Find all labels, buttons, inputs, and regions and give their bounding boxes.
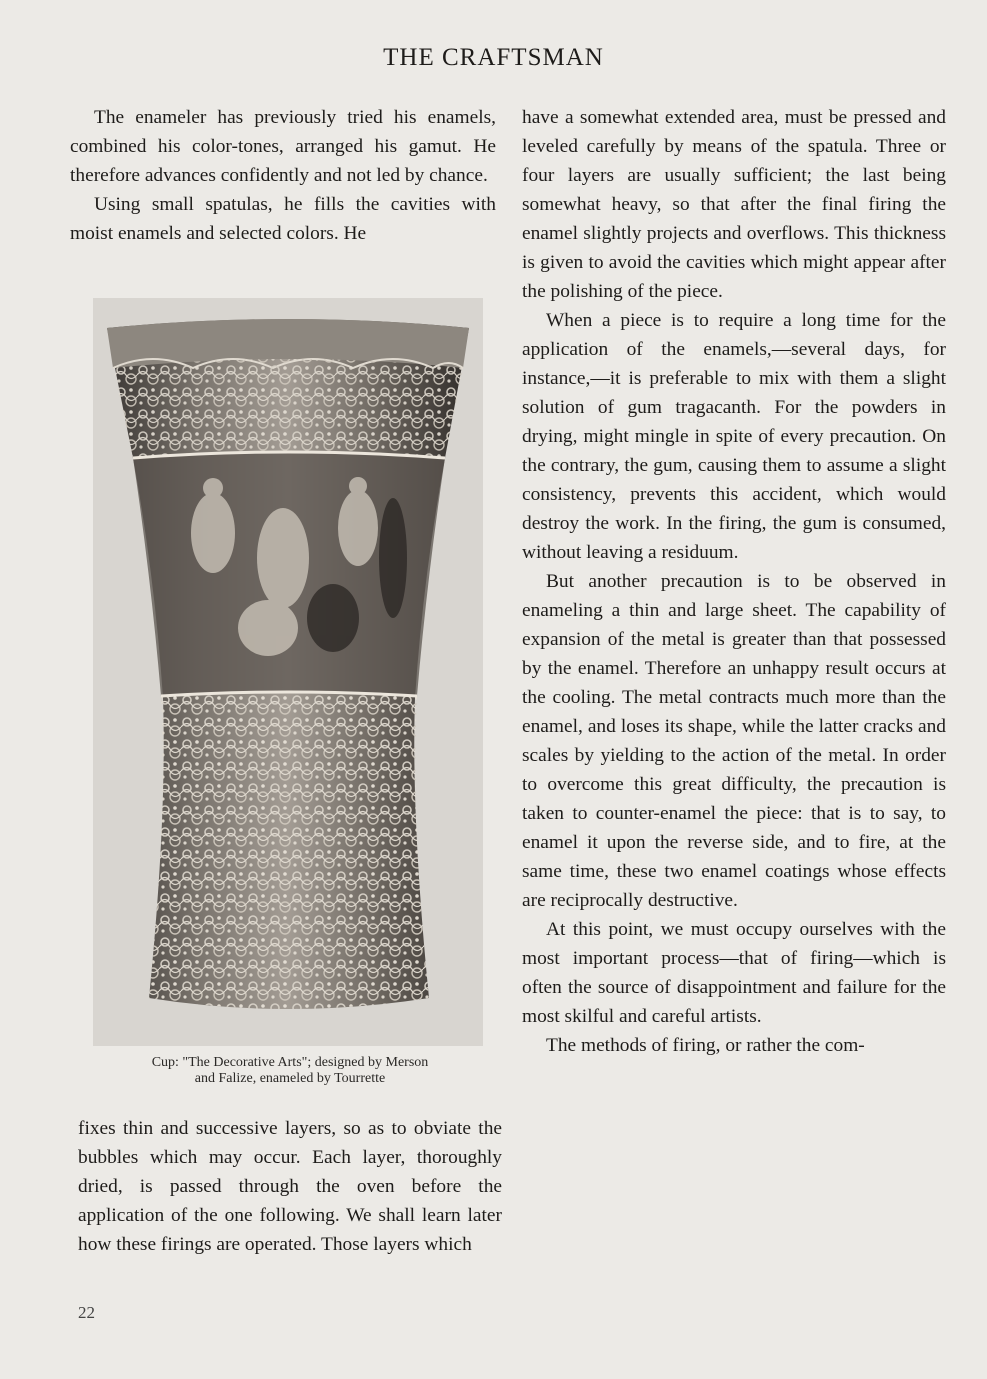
right-column [522, 103, 946, 1060]
paragraph: fixes thin and successive layers, so as to obviate the bubbles which may occur. Each layer, thoroughly dried, is passed through the oven before the application of the one following. We shall learn later how these firings are operated. Those layers which [78, 1118, 502, 1255]
left-column-top [70, 103, 496, 248]
cup-photograph [93, 298, 483, 1046]
page-number: 22 [78, 1303, 95, 1322]
paragraph: But another precaution is to be observed in enameling a thin and large sheet. The capability of expansion of the metal is greater than that possessed by the enamel. Therefore an unhappy result occurs at the cooling. The metal contracts much more than the enamel, and loses its shape, while the latter cracks and scales by yielding to the action of the metal. In order to overcome this great difficulty, the precaution is taken to counter-enamel the piece: that is to say, to enamel it upon the reverse side, and to fire, at the same time, these two enamel coatings whose effects are reciprocally destructive. [522, 571, 946, 911]
paragraph: have a somewhat extended area, must be pressed and leveled carefully by means of the spatula. Three or four layers are usually sufficient; the last being somewhat heavy, so that after the final firing the enamel slightly projects and overflows. This thickness is given to avoid the cavities which might appear after the polishing of the piece. [522, 107, 946, 302]
cup-illustration [93, 298, 483, 1046]
paragraph: At this point, we must occupy ourselves with the most important process—that of firing—which is often the source of disappointment and failure for the most skilful and careful artists. [522, 919, 946, 1027]
paragraph: The enameler has previously tried his enamels, combined his color-tones, arranged his gamut. He therefore advances confidently and not led by chance. [70, 107, 496, 186]
paragraph: The methods of firing, or rather the com- [546, 1035, 865, 1056]
left-column-bottom [78, 1114, 502, 1259]
caption-line: and Falize, enameled by Tourrette [194, 1071, 386, 1086]
paragraph: When a piece is to require a long time for the application of the enamels,—several days, for instance,—it is preferable to mix with them a slight solution of gum tragacanth. For the powders in drying, might mingle in spite of every precaution. On the contrary, the gum, causing them to assume a slight consistency, prevents this accident, which would destroy the work. In the firing, the gum is consumed, without leaving a residuum. [522, 310, 946, 563]
paragraph: Using small spatulas, he fills the cavities with moist enamels and selected colors. He [70, 194, 496, 244]
figure-caption [80, 1055, 500, 1087]
running-head-title: THE CRAFTSMAN [383, 44, 604, 71]
caption-line: Cup: "The Decorative Arts"; designed by Merson [151, 1055, 429, 1070]
